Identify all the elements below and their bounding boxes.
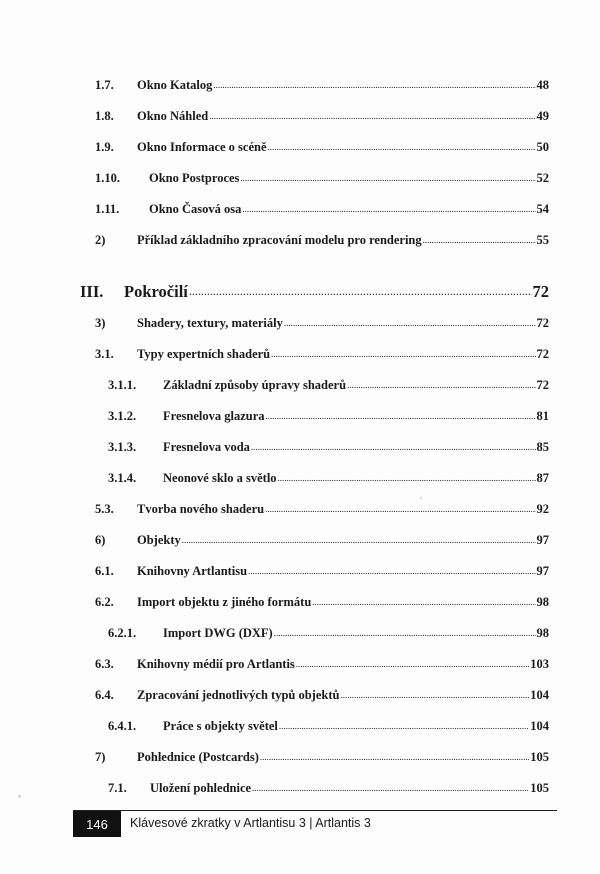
- toc-entry-number: 3.1.: [95, 347, 114, 361]
- toc-entry-page: 97: [536, 533, 549, 547]
- toc-entry: [95, 750, 549, 770]
- toc-entry-title: Příklad základního zpracování modelu pro rendering: [137, 233, 422, 247]
- toc-entry-page: 72: [536, 316, 549, 330]
- toc-entry-title: Fresnelova voda: [163, 440, 250, 454]
- toc-entry-title: Okno Časová osa: [149, 202, 242, 216]
- toc-entry-title: Okno Náhled: [137, 109, 209, 123]
- dot-leader: [266, 411, 536, 421]
- toc-entry-page: 72: [536, 378, 549, 392]
- toc-entry-number: 3.1.4.: [108, 471, 137, 485]
- toc-entry-page: 81: [536, 409, 549, 423]
- toc-entry: [95, 564, 549, 584]
- toc-entry: [95, 595, 549, 615]
- toc-entry-number: 6.3.: [95, 657, 114, 671]
- toc-entry: [95, 657, 549, 677]
- dot-leader: [260, 752, 529, 762]
- toc-entry-number: 6.4.1.: [108, 719, 137, 733]
- toc-entry-title: Typy expertních shaderů: [137, 347, 271, 361]
- toc-entry: [95, 202, 549, 222]
- toc-entry: [95, 171, 549, 191]
- toc-entry-number: 3.1.3.: [108, 440, 137, 454]
- dot-leader: [271, 349, 535, 359]
- toc-entry: [108, 626, 549, 646]
- toc-entry-page: 87: [536, 471, 549, 485]
- toc-entry-page: 97: [536, 564, 549, 578]
- dot-leader: [340, 690, 529, 700]
- toc-entry-number: 1.8.: [95, 109, 114, 123]
- paper-speck: [420, 497, 422, 499]
- toc-entry-page: 48: [536, 78, 549, 92]
- toc-entry: [95, 233, 549, 253]
- toc-entry: [108, 719, 549, 739]
- toc-entry-number: 3): [95, 316, 106, 330]
- dot-leader: [347, 380, 535, 390]
- toc-entry: [95, 109, 549, 129]
- dot-leader: [265, 504, 535, 514]
- dot-leader: [274, 628, 536, 638]
- dot-leader: [279, 721, 529, 731]
- toc-entry-page: 98: [536, 626, 549, 640]
- toc-entry-title: Práce s objekty světel: [163, 719, 278, 733]
- toc-entry-page: 85: [536, 440, 549, 454]
- toc-entry-page: 103: [530, 657, 549, 671]
- dot-leader: [189, 284, 532, 299]
- toc-entry-number: 6.2.1.: [108, 626, 137, 640]
- toc-entry-title: Pokročilí: [124, 282, 188, 301]
- toc-entry-title: Základní způsoby úpravy shaderů: [163, 378, 347, 392]
- toc-entry-title: Objekty: [137, 533, 181, 547]
- toc-entry-page: 52: [536, 171, 549, 185]
- toc-entry-page: 54: [536, 202, 549, 216]
- toc-entry-number: 2): [95, 233, 106, 247]
- toc-entry: [108, 471, 549, 491]
- toc-entry-title: Neonové sklo a světlo: [163, 471, 277, 485]
- toc-entry-page: 105: [530, 781, 549, 795]
- toc-entry-number: 1.11.: [95, 202, 120, 216]
- toc-part-entry: [80, 282, 549, 308]
- toc-entry: [108, 378, 549, 398]
- toc-entry: [95, 533, 549, 553]
- footer-page-number: 146: [73, 811, 121, 837]
- toc-entry-page: 50: [536, 140, 549, 154]
- dot-leader: [423, 235, 536, 245]
- toc-entry-title: Uložení pohlednice: [150, 781, 252, 795]
- dot-leader: [284, 318, 536, 328]
- toc-entry-number: 6): [95, 533, 106, 547]
- toc-entry-number: III.: [80, 282, 104, 301]
- toc-entry: [108, 781, 549, 801]
- toc-entry: [95, 316, 549, 336]
- toc-entry-title: Import objektu z jiného formátu: [137, 595, 312, 609]
- toc-entry-page: 104: [530, 688, 549, 702]
- dot-leader: [209, 111, 535, 121]
- toc-entry-number: 7.1.: [108, 781, 127, 795]
- dot-leader: [278, 473, 536, 483]
- footer-rule: [73, 810, 557, 811]
- toc-entry: [108, 409, 549, 429]
- toc-entry-number: 6.2.: [95, 595, 114, 609]
- toc-entry-title: Zpracování jednotlivých typů objektů: [137, 688, 340, 702]
- toc-entry-number: 1.7.: [95, 78, 114, 92]
- dot-leader: [268, 142, 536, 152]
- toc-entry-page: 98: [536, 595, 549, 609]
- toc-entry-title: Knihovny médií pro Artlantis: [137, 657, 295, 671]
- toc-entry-number: 7): [95, 750, 106, 764]
- toc-entry-page: 72: [532, 282, 549, 301]
- toc-entry-page: 72: [536, 347, 549, 361]
- dot-leader: [240, 173, 535, 183]
- toc-entry-page: 105: [530, 750, 549, 764]
- paper-speck: [18, 795, 21, 798]
- toc-entry-title: Tvorba nového shaderu: [137, 502, 265, 516]
- toc-entry-number: 3.1.2.: [108, 409, 137, 423]
- toc-entry: [95, 688, 549, 708]
- dot-leader: [182, 535, 536, 545]
- toc-entry: [95, 347, 549, 367]
- toc-entry-number: 1.10.: [95, 171, 120, 185]
- toc-entry-title: Knihovny Artlantisu: [137, 564, 248, 578]
- toc-entry-title: Okno Katalog: [137, 78, 213, 92]
- dot-leader: [213, 80, 535, 90]
- toc-entry: [95, 502, 549, 522]
- toc-entry: [95, 140, 549, 160]
- toc-entry-number: 1.9.: [95, 140, 114, 154]
- footer-running-title: Klávesové zkratky v Artlantisu 3 | Artlantis 3: [130, 816, 371, 830]
- toc-entry-number: 5.3.: [95, 502, 114, 516]
- dot-leader: [242, 204, 535, 214]
- toc-entry-title: Shadery, textury, materiály: [137, 316, 283, 330]
- dot-leader: [312, 597, 535, 607]
- toc-entry-number: 6.1.: [95, 564, 114, 578]
- dot-leader: [296, 659, 529, 669]
- dot-leader: [251, 442, 536, 452]
- toc-entry-number: 3.1.1.: [108, 378, 137, 392]
- toc-entry-number: 6.4.: [95, 688, 114, 702]
- toc-entry: [95, 78, 549, 98]
- dot-leader: [252, 783, 529, 793]
- toc-entry-title: Fresnelova glazura: [163, 409, 265, 423]
- toc-entry-title: Okno Informace o scéně: [137, 140, 267, 154]
- toc-entry-title: Import DWG (DXF): [163, 626, 273, 640]
- toc-entry-title: Okno Postproces: [149, 171, 240, 185]
- toc-entry-page: 55: [536, 233, 549, 247]
- toc-entry-page: 104: [530, 719, 549, 733]
- toc-entry-title: Pohlednice (Postcards): [137, 750, 259, 764]
- dot-leader: [248, 566, 535, 576]
- toc-entry-page: 92: [536, 502, 549, 516]
- toc-entry: [108, 440, 549, 460]
- toc-entry-page: 49: [536, 109, 549, 123]
